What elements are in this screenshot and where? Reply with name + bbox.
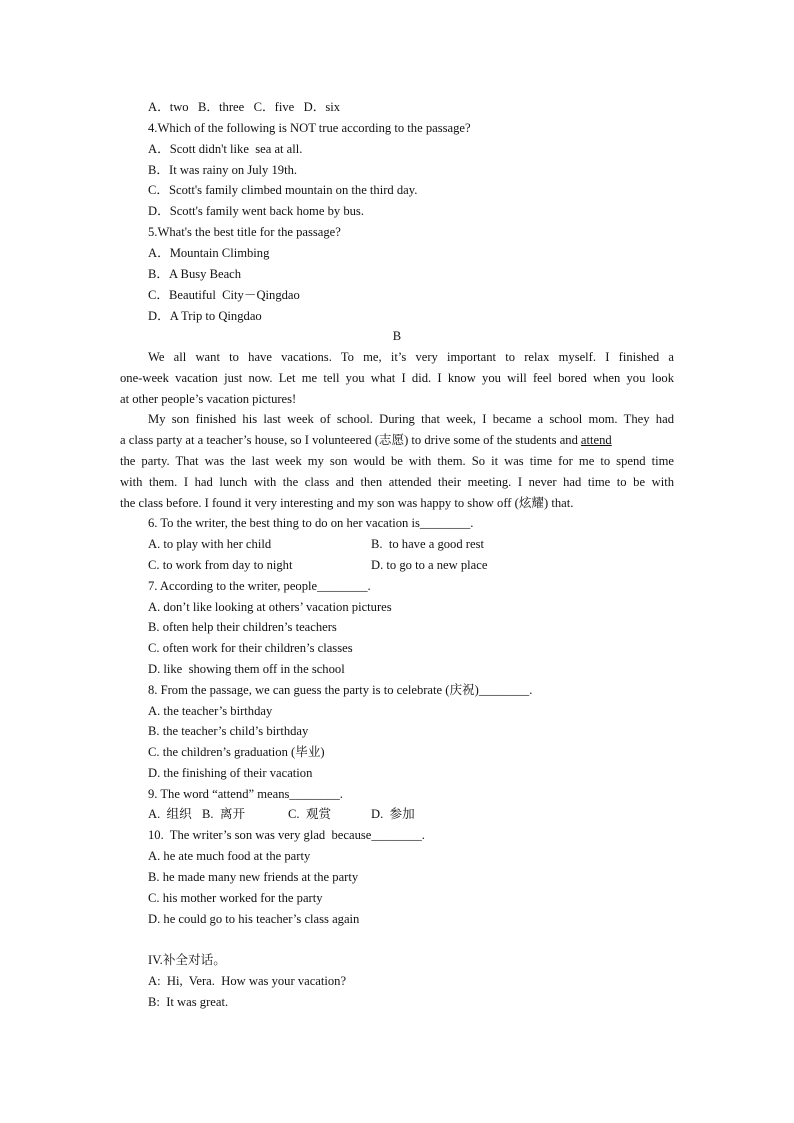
q4-option-d: D．Scott's family went back home by bus. <box>148 204 364 218</box>
passage-b-p2-line5: the class before. I found it very interesting and my son was happy to show off (炫耀) that. <box>120 496 574 510</box>
q8-option-c: C. the children’s graduation (毕业) <box>148 745 325 759</box>
dialogue-line-b: B: It was great. <box>148 995 229 1009</box>
q5-option-a: A．Mountain Climbing <box>148 246 270 260</box>
q7-stem: 7. According to the writer, people________. <box>148 579 371 593</box>
passage-b-heading: B <box>392 329 402 343</box>
q9-option-c: C. 观赏 <box>288 807 332 821</box>
q6-option-b: B. to have a good rest <box>371 537 484 551</box>
dialogue-line-a: A: Hi, Vera. How was your vacation? <box>148 974 347 988</box>
q5-option-d: D．A Trip to Qingdao <box>148 309 262 323</box>
passage-b-p2-line1: My son finished his last week of school. During that week, I became a school mom. They had <box>148 412 674 426</box>
q8-option-d: D. the finishing of their vacation <box>148 766 313 780</box>
q7-option-b: B. often help their children’s teachers <box>148 620 337 634</box>
q4-option-a: A．Scott didn't like sea at all. <box>148 142 303 156</box>
q6-option-a: A. to play with her child <box>148 537 272 551</box>
q4-option-b: B．It was rainy on July 19th. <box>148 163 298 177</box>
q7-option-a: A. don’t like looking at others’ vacation pictures <box>148 600 392 614</box>
q8-option-b: B. the teacher’s child’s birthday <box>148 724 309 738</box>
q6-option-d: D. to go to a new place <box>371 558 488 572</box>
q5-option-b: B．A Busy Beach <box>148 267 242 281</box>
q10-stem: 10. The writer’s son was very glad because________. <box>148 828 425 842</box>
q7-option-d: D. like showing them off in the school <box>148 662 345 676</box>
underlined-word-attend: attend <box>580 433 612 447</box>
passage-b-p1-line2: one-week vacation just now. Let me tell you what I did. I know you will feel bored when you look <box>120 371 674 385</box>
q7-option-c: C. often work for their children’s classes <box>148 641 353 655</box>
q9-option-d: D. 参加 <box>371 807 415 821</box>
q9-stem: 9. The word “attend” means________. <box>148 787 343 801</box>
passage-b-p2-line2-text: a class party at a teacher’s house, so I volunteered (志愿) to drive some of the students and <box>120 433 578 447</box>
passage-b-p1-line3: at other people’s vacation pictures! <box>120 392 297 406</box>
q5-stem: 5.What's the best title for the passage? <box>148 225 341 239</box>
q10-option-d: D. he could go to his teacher’s class again <box>148 912 360 926</box>
section-iv-title: IV.补全对话。 <box>148 953 226 967</box>
q8-option-a: A. the teacher’s birthday <box>148 704 273 718</box>
q3-options: A．two B．three C．five D．six <box>148 100 341 114</box>
passage-b-p2-line3: the party. That was the last week my son would be with them. So it was time for me to spend time <box>120 454 674 468</box>
q10-option-b: B. he made many new friends at the party <box>148 870 359 884</box>
q10-option-c: C. his mother worked for the party <box>148 891 323 905</box>
q6-stem: 6. To the writer, the best thing to do on her vacation is________. <box>148 516 474 530</box>
q8-stem: 8. From the passage, we can guess the party is to celebrate (庆祝)________. <box>148 683 533 697</box>
q6-option-c: C. to work from day to night <box>148 558 293 572</box>
q4-option-c: C．Scott's family climbed mountain on the third day. <box>148 183 418 197</box>
q5-option-c: C．Beautiful City－Qingdao <box>148 288 300 302</box>
q9-option-b: B. 离开 <box>202 807 246 821</box>
passage-b-p1-line1: We all want to have vacations. To me, it’s very important to relax myself. I finished a <box>148 350 674 364</box>
passage-b-p2-line4: with them. I had lunch with the class and then attended their meeting. I never had time to be with <box>120 475 674 489</box>
q10-option-a: A. he ate much food at the party <box>148 849 311 863</box>
passage-b-p2-line2 <box>120 432 674 448</box>
q4-stem: 4.Which of the following is NOT true according to the passage? <box>148 121 471 135</box>
q9-option-a: A. 组织 <box>148 807 192 821</box>
